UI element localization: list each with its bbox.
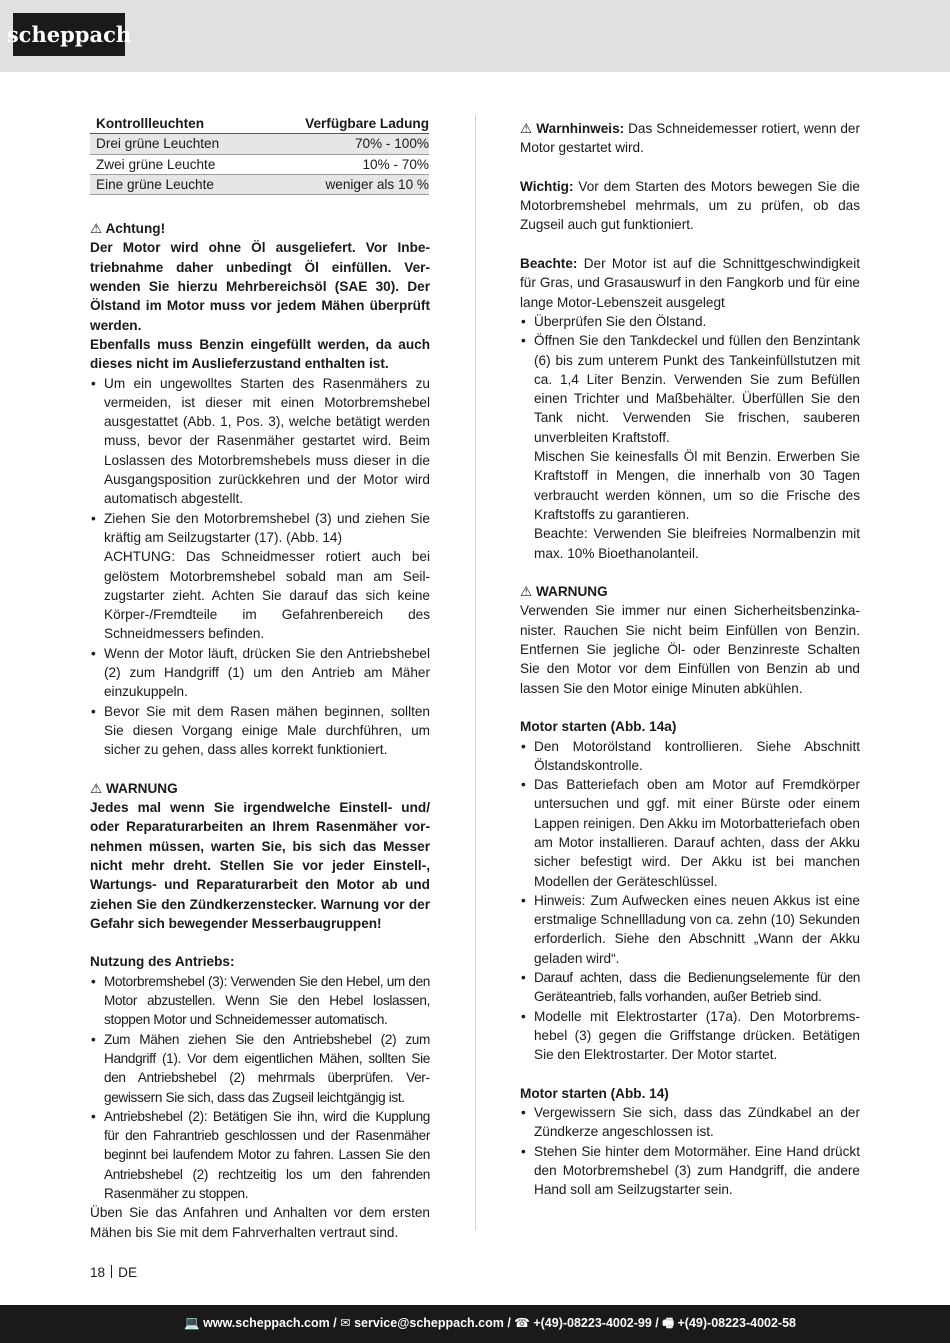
warnung-heading: ⚠ WARNUNG [90,780,178,796]
nutzung-closing: Üben Sie das Anfahren und Anhalten vor dem ersten Mähen bis Sie mit dem Fahrverhalten vertraut sind. [90,1205,430,1240]
achtung-note: ACHTUNG: Das Schneidmesser rotiert auch bei gelöstem Motorbremshebel sobald man am Seilzugstarter zieht. Achten Sie darauf das sich keine Körper-/Fremdteile im Gefahrenbereich des Schneidmessers befinden. [104,549,430,642]
table-cell: weniger als 10 % [259,174,429,194]
language-code: DE [118,1265,138,1280]
page-header [0,0,950,72]
beachte-label: Beachte: [520,256,578,272]
achtung-text-2: Ebenfalls muss Benzin eingefüllt werden, da auch dieses nicht im Auslieferzustand enthalten ist. [90,336,430,372]
fuel-bullet-list [520,312,860,447]
table-cell: Zwei grüne Leuchte [90,154,259,174]
table-row [90,174,429,194]
achtung-heading: ⚠ Achtung! [90,221,166,237]
table-cell: 10% - 70% [259,154,429,174]
table-row [90,134,429,154]
list-item: • Das Batteriefach oben am Motor auf Fremdkörper untersuchen und ggf. mit einer Bürste oder einem Lappen reinigen. Den Akku im Motorbatteriefach oben am Motor installieren. Darauf achten, dass der Akku sicher befestigt wird. Der Akku ist bei manchen Modellen der Geräteschlüssel. [520,775,860,891]
wichtig-paragraph [520,177,860,235]
start-bullet-list-cont [90,644,430,760]
table-header-row [90,113,429,134]
list-item: • Motorbremshebel (3): Verwenden Sie den Hebel, um den Motor abzustellen. Wenn Sie den Hebel loslassen, stoppen Motor und Schneidemesser automatisch. [90,972,430,1030]
page-number-value: 18 [90,1265,106,1280]
list-item: • Öffnen Sie den Tankdeckel und füllen den Benzintank (6) bis zum unterem Punkt des Tankeinfüllstutzen mit ca. 1,4 Liter Benzin. Verwenden Sie zum Befüllen einen Trichter und Maßbehälter. Überfüllen Sie den Tank nicht. Verwenden Sie frischen, sauberen unverbleiten Kraftstoff. [520,331,860,447]
list-item: • Darauf achten, dass die Bedienungselemente für den Geräteantrieb, falls vorhanden, außer Betrieb sind. [520,968,860,1007]
list-item: • Ziehen Sie den Motorbremshebel (3) und ziehen Sie kräftig am Seilzugstarter (17). (Abb. 14) [90,509,430,548]
warnung-text: Jedes mal wenn Sie irgendwelche Einstell- und/ oder Reparaturarbeiten an Ihrem Rasenmäher vornehmen müssen, warten Sie, bis sich das Messer nicht mehr dreht. Stellen Sie vor jeder Einstell-, Wartungs- und Reparaturarbeit den Motor ab und ziehen Sie den Zündkerzenstecker. Warnung vor der Gefahr sich bewegender Messerbaugruppen! [90,800,430,931]
start-bullet-list [90,374,430,548]
beachte-paragraph [520,254,860,312]
footer-contact-text: 💻 www.scheppach.com / ✉ service@scheppach.com / ☎ +(49)-08223-4002-99 / 🖷 +(49)-08223-4002-58 [184,1315,796,1330]
fuel-note: Mischen Sie keinesfalls Öl mit Benzin. Erwerben Sie Kraftstoff in Mengen, die innerhalb von 30 Tagen verbraucht werden können, um so die Frische des Kraftstoffs zu garantieren. [534,449,860,522]
achtung-text: Der Motor wird ohne Öl ausgeliefert. Vor Inbetriebnahme daher unbedingt Öl einfüllen. Verwenden Sie hierzu Mehrbereichsöl (SAE 30). Der Ölstand im Motor muss vor jedem Mähen überprüft werden. [90,240,430,333]
wichtig-text: Vor dem Starten des Motors bewegen Sie die Motorbremshebel mehrmals, um zu prüfen, ob das Zugseil auch gut funktioniert. [520,178,860,233]
table-header: Kontrollleuchten [90,113,259,134]
list-item: • Wenn der Motor läuft, drücken Sie den Antriebshebel (2) zum Handgriff (1) um den Antrieb am Mäher einzukuppeln. [90,644,430,702]
page-footer [0,1305,950,1343]
page-number-separator [111,1265,112,1278]
fuel-note-2: Beachte: Verwenden Sie bleifreies Normalbenzin mit max. 10% Bioethanolanteil. [534,526,860,561]
list-item: • Hinweis: Zum Aufwecken eines neuen Akkus ist eine erstmalige Schnellladung von ca. zehn (10) Sekunden erforderlich. Siehe den Abschnitt „Wann der Akku geladen wird“. [520,891,860,968]
motor-14a-bullet-list [520,737,860,1065]
warnung-heading-right: ⚠ WARNUNG [520,584,608,600]
left-column [90,113,430,1242]
charge-indicator-table [90,113,429,195]
table-cell: 70% - 100% [259,134,429,154]
list-item: • Um ein ungewolltes Starten des Rasenmähers zu vermeiden, ist dieser mit einen Motorbremshebel ausgestattet (Abb. 1, Pos. 3), welche betätigt werden muss, bevor der Rasenmäher gestartet wird. Beim Loslassen des Motorbremshebels muss dieser in die Ausgangsposition zurückkehren und der Motor wird automatisch abgestellt. [90,374,430,509]
warnhinweis-paragraph [520,119,860,158]
list-item: • Antriebshebel (2): Betätigen Sie ihn, wird die Kupplung für den Fahrantrieb geschlossen und der Rasenmäher beginnt bei laufendem Motor zu fahren. Lassen Sie den Antriebshebel (2) rechtzeitig los um den fahrenden Rasenmäher zu stoppen. [90,1107,430,1203]
motor-14-bullet-list [520,1103,860,1199]
list-item: • Bevor Sie mit dem Rasen mähen beginnen, sollten Sie diesen Vorgang einige Male durchführen, um sicher zu gehen, dass alles korrekt funktioniert. [90,702,430,760]
table-cell: Drei grüne Leuchten [90,134,259,154]
page-number [90,1265,137,1280]
warnung-text-right: Verwenden Sie immer nur einen Sicherheitsbenzinkanister. Rauchen Sie nicht beim Einfüllen von Benzin. Entfernen Sie jegliche Öl- oder Benzinreste Schalten Sie den Motor vor dem Einfüllen von Benzin ab und lassen Sie den Motor einige Minuten abkühlen. [520,603,860,696]
wichtig-label: Wichtig: [520,178,574,194]
table-cell: Eine grüne Leuchte [90,174,259,194]
right-column [520,119,860,1200]
list-item: • Zum Mähen ziehen Sie den Antriebshebel (2) zum Handgriff (1). Vor dem eigentlichen Mähen, sollten Sie den Antriebshebel (2) mehrmals überprüfen. Vergewissern Sie sich, dass das Zugseil leichtgängig ist. [90,1030,430,1107]
list-item: • Überprüfen Sie den Ölstand. [520,312,860,331]
list-item: • Modelle mit Elektrostarter (17a). Den Motorbremshebel (3) gegen die Griffstange drücken. Betätigen Sie den Elektrostarter. Der Motor startet. [520,1007,860,1065]
table-header: Verfügbare Ladung [259,113,429,134]
beachte-text: Der Motor ist auf die Schnittgeschwindigkeit für Gras, und Grasauswurf in den Fangkorb und für eine lange Motor-Lebenszeit ausgelegt [520,256,860,310]
scheppach-logo: scheppach [13,13,125,56]
list-item: • Stehen Sie hinter dem Motormäher. Eine Hand drückt den Motorbremshebel (3) zum Handgriff, die andere Hand soll am Seilzugstarter sein. [520,1142,860,1200]
motor-starten-14a-heading: Motor starten (Abb. 14a) [520,719,677,735]
table-row [90,154,429,174]
list-item: • Vergewissern Sie sich, dass das Zündkabel an der Zündkerze angeschlossen ist. [520,1103,860,1142]
warnhinweis-label: ⚠ Warnhinweis: [520,121,625,136]
motor-starten-14-heading: Motor starten (Abb. 14) [520,1085,669,1101]
nutzung-bullet-list [90,972,430,1204]
nutzung-heading: Nutzung des Antriebs: [90,954,235,970]
column-divider [475,115,476,1230]
warnhinweis-text: Das Schneidemesser rotiert, wenn der Motor gestartet wird. [520,121,860,156]
list-item: • Den Motorölstand kontrollieren. Siehe Abschnitt Ölstandskontrolle. [520,737,860,776]
